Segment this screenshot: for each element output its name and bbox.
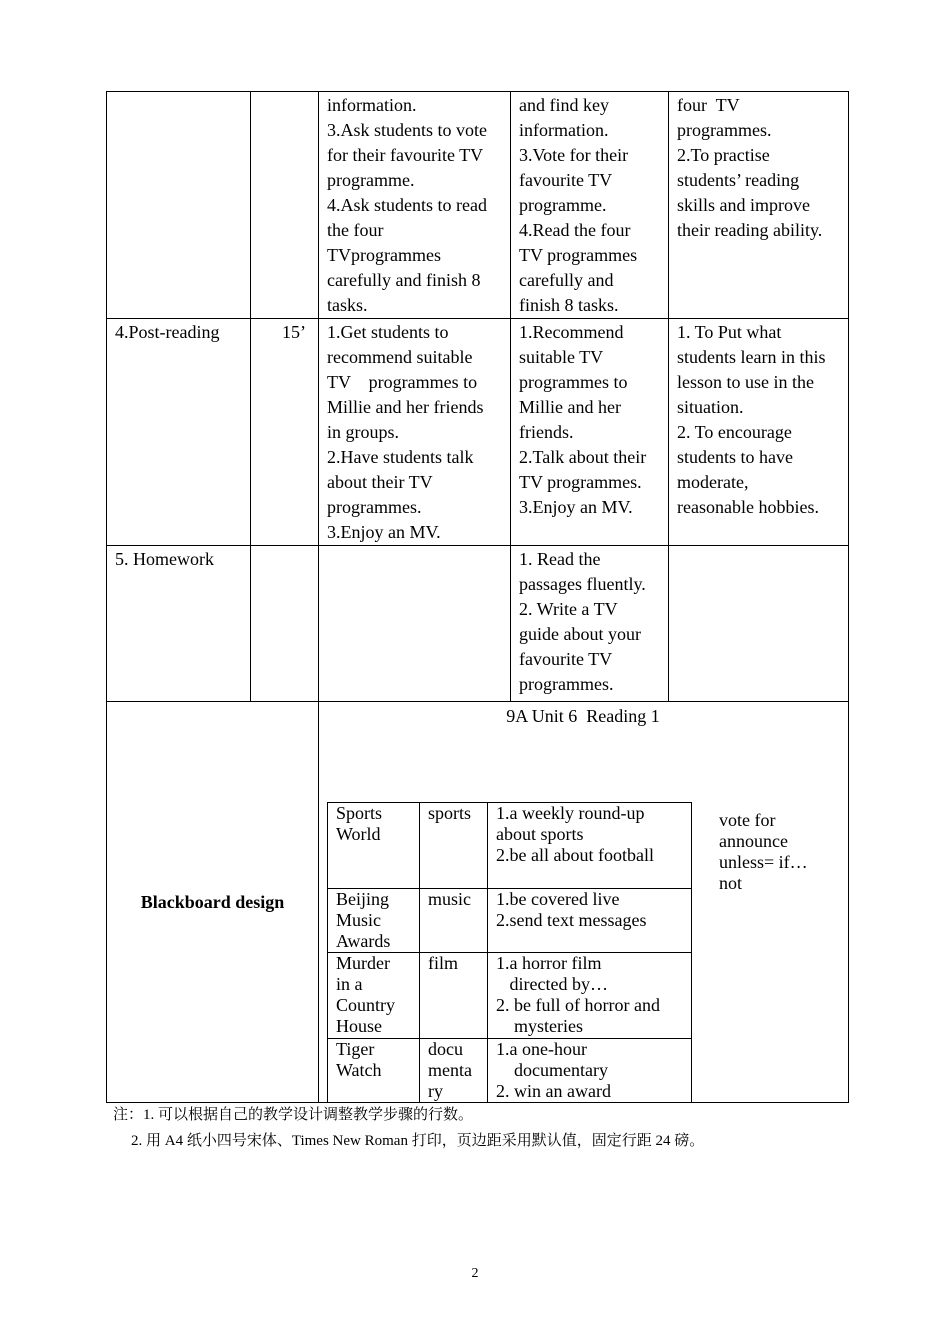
step-cell: 5. Homework xyxy=(107,546,251,702)
teacher-activity-cell: information. 3.Ask students to vote for their favourite TV programme. 4.Ask students to read the four TVprogrammes carefully and finish 8 tasks. xyxy=(319,92,511,319)
program-notes: 1.a horror film directed by… 2. be full of horror and mysteries xyxy=(488,953,692,1039)
time-cell: 15’ xyxy=(251,319,319,546)
student-activity-cell: and find key information. 3.Vote for their favourite TV programme. 4.Read the four TV programmes carefully and finish 8 tasks. xyxy=(511,92,669,319)
blackboard-row xyxy=(107,702,849,1103)
footnote-2: 2. 用 A4 纸小四号宋体、Times New Roman 打印，页边距采用默认值，固定行距 24 磅。 xyxy=(131,1133,705,1149)
blackboard-table-row xyxy=(328,1039,692,1103)
program-type: film xyxy=(420,953,488,1039)
step-cell: 4.Post-reading xyxy=(107,319,251,546)
blackboard-content xyxy=(319,702,849,1103)
program-name: Sports World xyxy=(328,803,420,889)
teacher-activity-cell xyxy=(319,546,511,702)
blackboard-label: Blackboard design xyxy=(107,702,319,1103)
time-cell xyxy=(251,92,319,319)
program-notes: 1.be covered live 2.send text messages xyxy=(488,889,692,953)
program-notes: 1.a weekly round-up about sports 2.be all about football xyxy=(488,803,692,889)
time-cell xyxy=(251,546,319,702)
vocabulary-list: vote for announce unless= if… not xyxy=(719,810,808,893)
lesson-plan-table xyxy=(106,91,849,1103)
program-type: sports xyxy=(420,803,488,889)
student-activity-cell: 1. Read the passages fluently. 2. Write a TV guide about your favourite TV programmes. xyxy=(511,546,669,702)
program-name: Murder in a Country House xyxy=(328,953,420,1039)
table-row xyxy=(107,546,849,702)
program-name: Beijing Music Awards xyxy=(328,889,420,953)
purpose-cell: 1. To Put what students learn in this lesson to use in the situation. 2. To encourage students to have moderate, reasonable hobbies. xyxy=(669,319,849,546)
table-row xyxy=(107,319,849,546)
blackboard-table-row xyxy=(328,803,692,889)
blackboard-table-row xyxy=(328,953,692,1039)
student-activity-cell: 1.Recommend suitable TV programmes to Millie and her friends. 2.Talk about their TV programmes. 3.Enjoy an MV. xyxy=(511,319,669,546)
step-cell xyxy=(107,92,251,319)
blackboard-table-row xyxy=(328,889,692,953)
table-row xyxy=(107,92,849,319)
teacher-activity-cell: 1.Get students to recommend suitable TV programmes to Millie and her friends in groups. 2.Have students talk about their TV programmes. 3.Enjoy an MV. xyxy=(319,319,511,546)
footnote-1: 注：1. 可以根据自己的教学设计调整教学步骤的行数。 xyxy=(113,1107,474,1123)
footnotes xyxy=(113,1102,704,1154)
program-name: Tiger Watch xyxy=(328,1039,420,1103)
page-number: 2 xyxy=(471,1266,479,1281)
purpose-cell xyxy=(669,546,849,702)
blackboard-table xyxy=(327,802,692,1103)
program-notes: 1.a one-hour documentary 2. win an award xyxy=(488,1039,692,1103)
program-type: docu menta ry xyxy=(420,1039,488,1103)
blackboard-title: 9A Unit 6 Reading 1 xyxy=(506,706,660,726)
program-type: music xyxy=(420,889,488,953)
purpose-cell: four TV programmes. 2.To practise students’ reading skills and improve their reading ability. xyxy=(669,92,849,319)
